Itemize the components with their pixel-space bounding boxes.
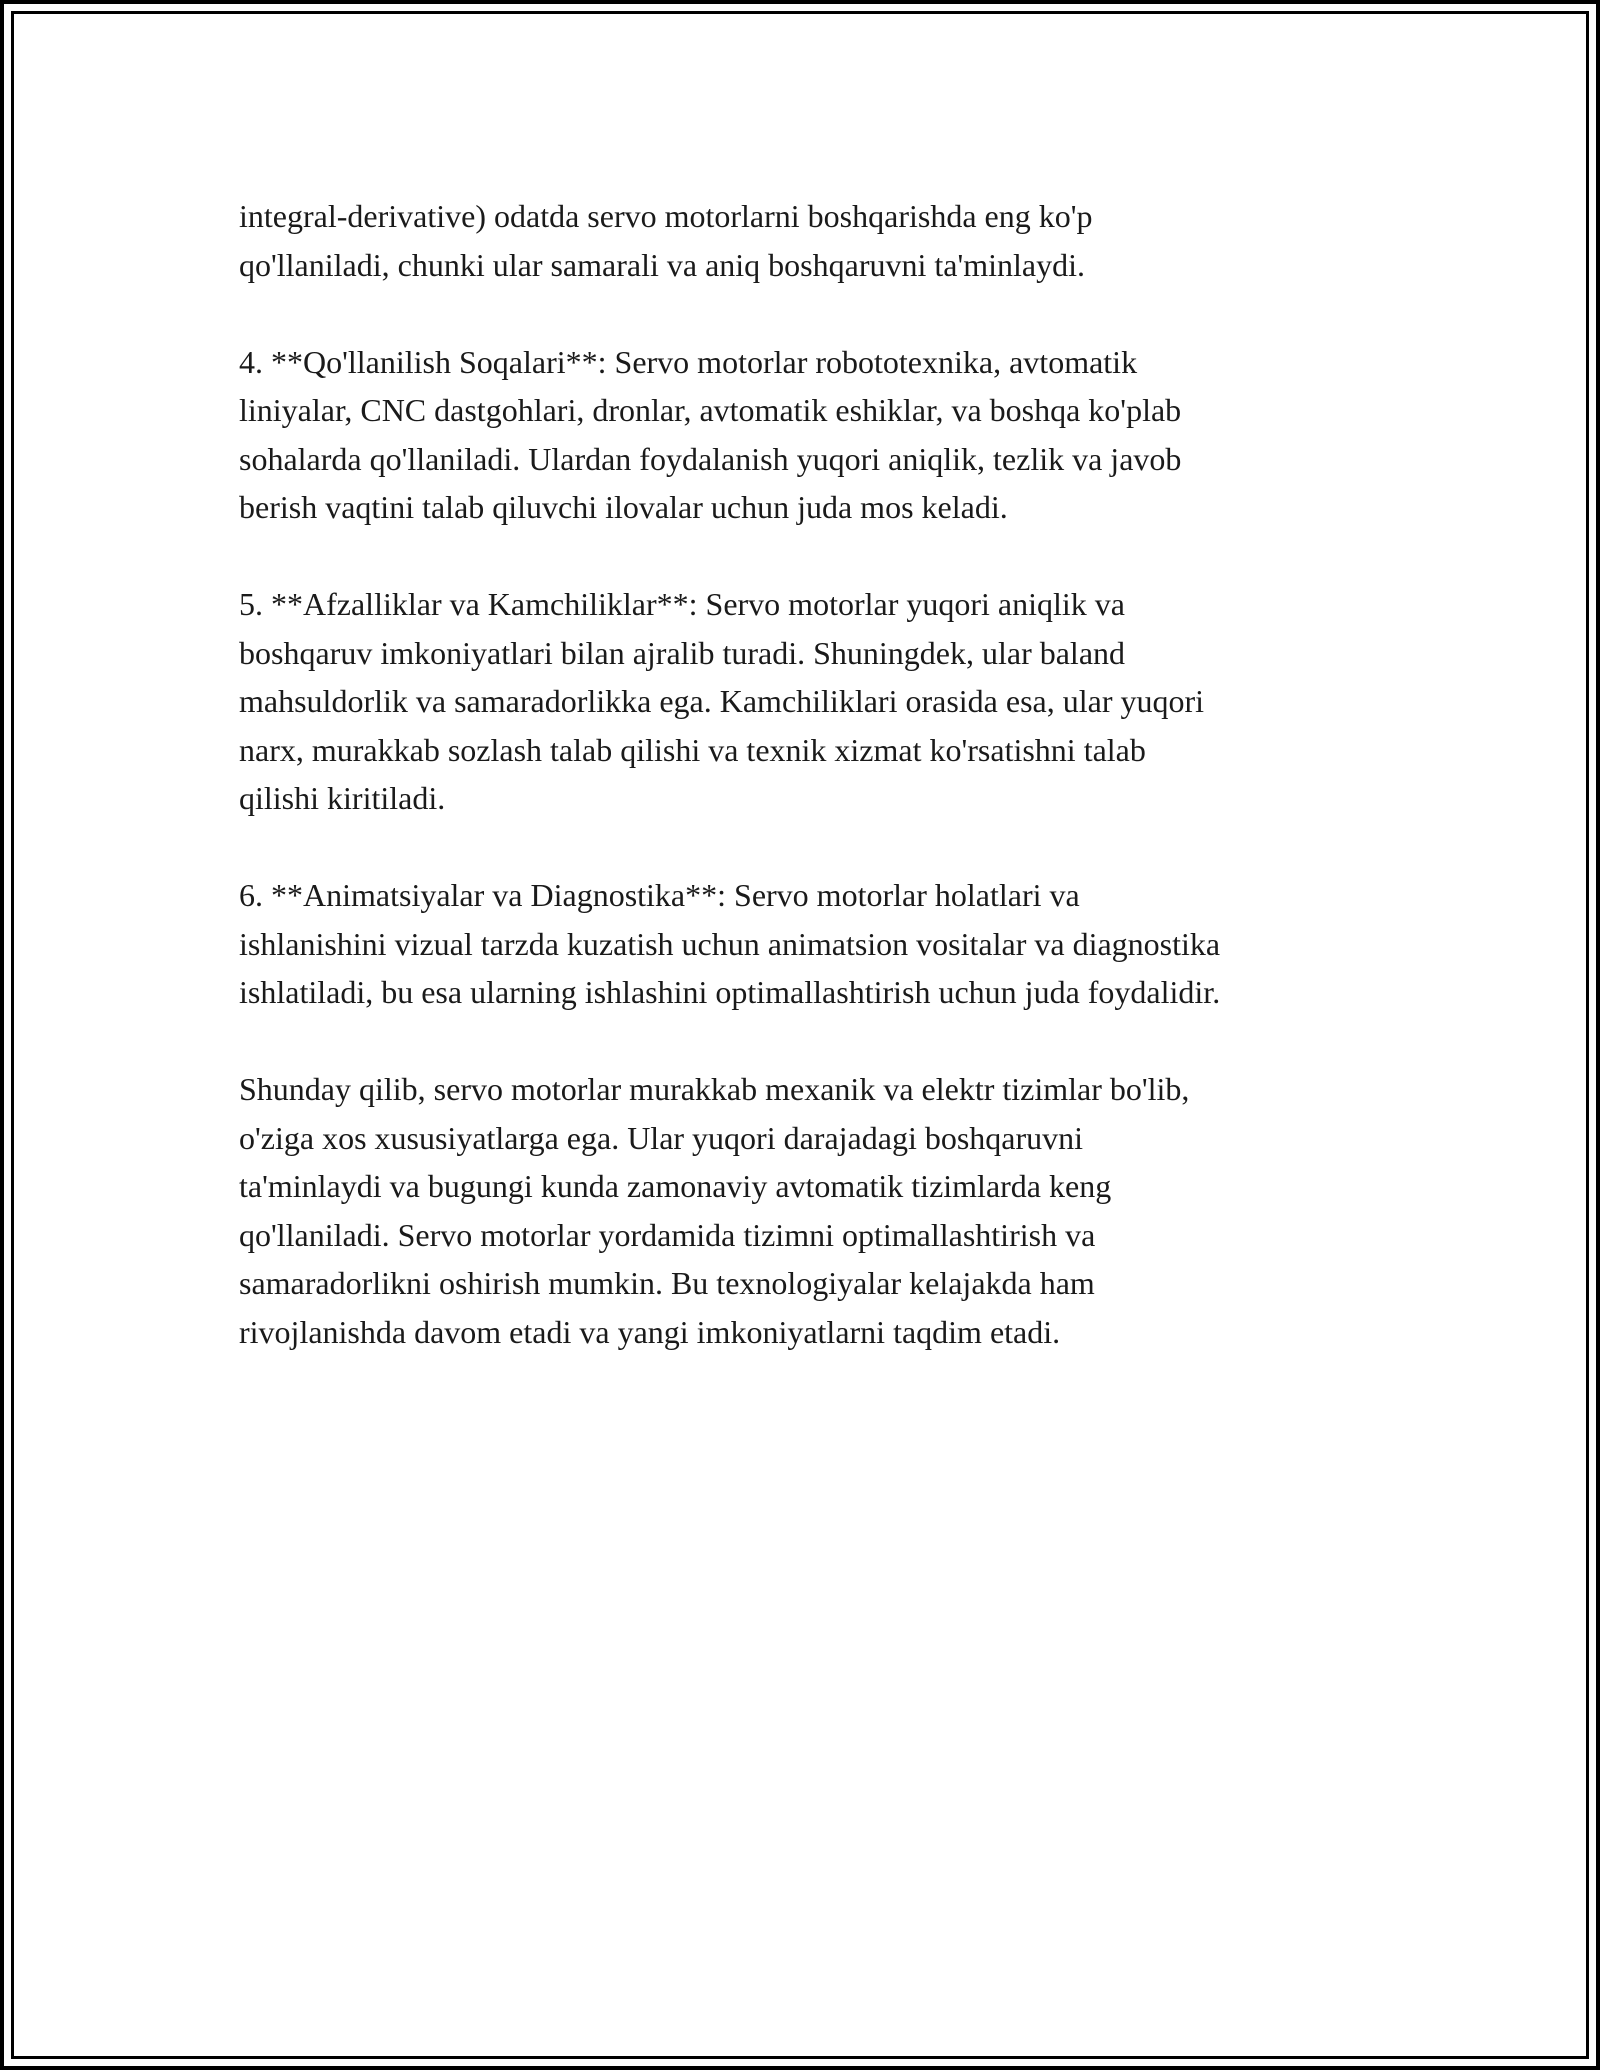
text-line: liniyalar, CNC dastgohlari, dronlar, avtomatik eshiklar, va boshqa ko'plab (239, 392, 1182, 428)
text-line: ta'minlaydi va bugungi kunda zamonaviy avtomatik tizimlarda keng (239, 1168, 1112, 1204)
paragraph-item-5 (239, 580, 1399, 823)
text-line: samaradorlikni oshirish mumkin. Bu texnologiyalar kelajakda ham (239, 1265, 1095, 1301)
text-line: ishlanishini vizual tarzda kuzatish uchun animatsion vositalar va diagnostika (239, 925, 1221, 962)
text-line: qo'llaniladi. Servo motorlar yordamida tizimni optimallashtirish va (239, 1216, 1096, 1253)
paragraph-gap (239, 532, 1399, 581)
text-line: sohalarda qo'llaniladi. Ulardan foydalanish yuqori aniqlik, tezlik va javob (239, 440, 1182, 477)
paragraph-gap (239, 1017, 1399, 1066)
text-line: qilishi kiritiladi. (239, 780, 446, 816)
text-line: narx, murakkab sozlash talab qilishi va texnik xizmat ko'rsatishni talab (239, 731, 1146, 768)
text-line: 6. **Animatsiyalar va Diagnostika**: Servo motorlar holatlari va (239, 877, 1080, 913)
text-line: mahsuldorlik va samaradorlikka ega. Kamchiliklari orasida esa, ular yuqori (239, 683, 1205, 719)
paragraph-item-6 (239, 871, 1399, 1017)
document-body (239, 192, 1399, 1356)
text-line: berish vaqtini talab qiluvchi ilovalar uchun juda mos keladi. (239, 489, 1008, 525)
text-line: integral-derivative) odatda servo motorlarni boshqarishda eng ko'p (239, 198, 1093, 234)
text-line: rivojlanishda davom etadi va yangi imkoniyatlarni taqdim etadi. (239, 1313, 1061, 1350)
text-line: ishlatiladi, bu esa ularning ishlashini optimallashtirish uchun juda foydalidir. (239, 974, 1221, 1010)
paragraph-item-4 (239, 338, 1399, 532)
text-line: Shunday qilib, servo motorlar murakkab mexanik va elektr tizimlar bo'lib, (239, 1071, 1190, 1107)
text-line: qo'llaniladi, chunki ular samarali va aniq boshqaruvni ta'minlaydi. (239, 246, 1085, 283)
paragraph-gap (239, 823, 1399, 872)
paragraph-gap (239, 289, 1399, 338)
text-line: 4. **Qo'llanilish Soqalari**: Servo motorlar robototexnika, avtomatik (239, 343, 1138, 380)
text-line: boshqaruv imkoniyatlari bilan ajralib turadi. Shuningdek, ular baland (239, 634, 1126, 671)
text-line: 5. **Afzalliklar va Kamchiliklar**: Servo motorlar yuqori aniqlik va (239, 586, 1125, 622)
paragraph-conclusion (239, 1065, 1399, 1356)
paragraph-intro-continuation (239, 192, 1399, 289)
text-line: o'ziga xos xususiyatlarga ega. Ular yuqori darajadagi boshqaruvni (239, 1119, 1084, 1156)
